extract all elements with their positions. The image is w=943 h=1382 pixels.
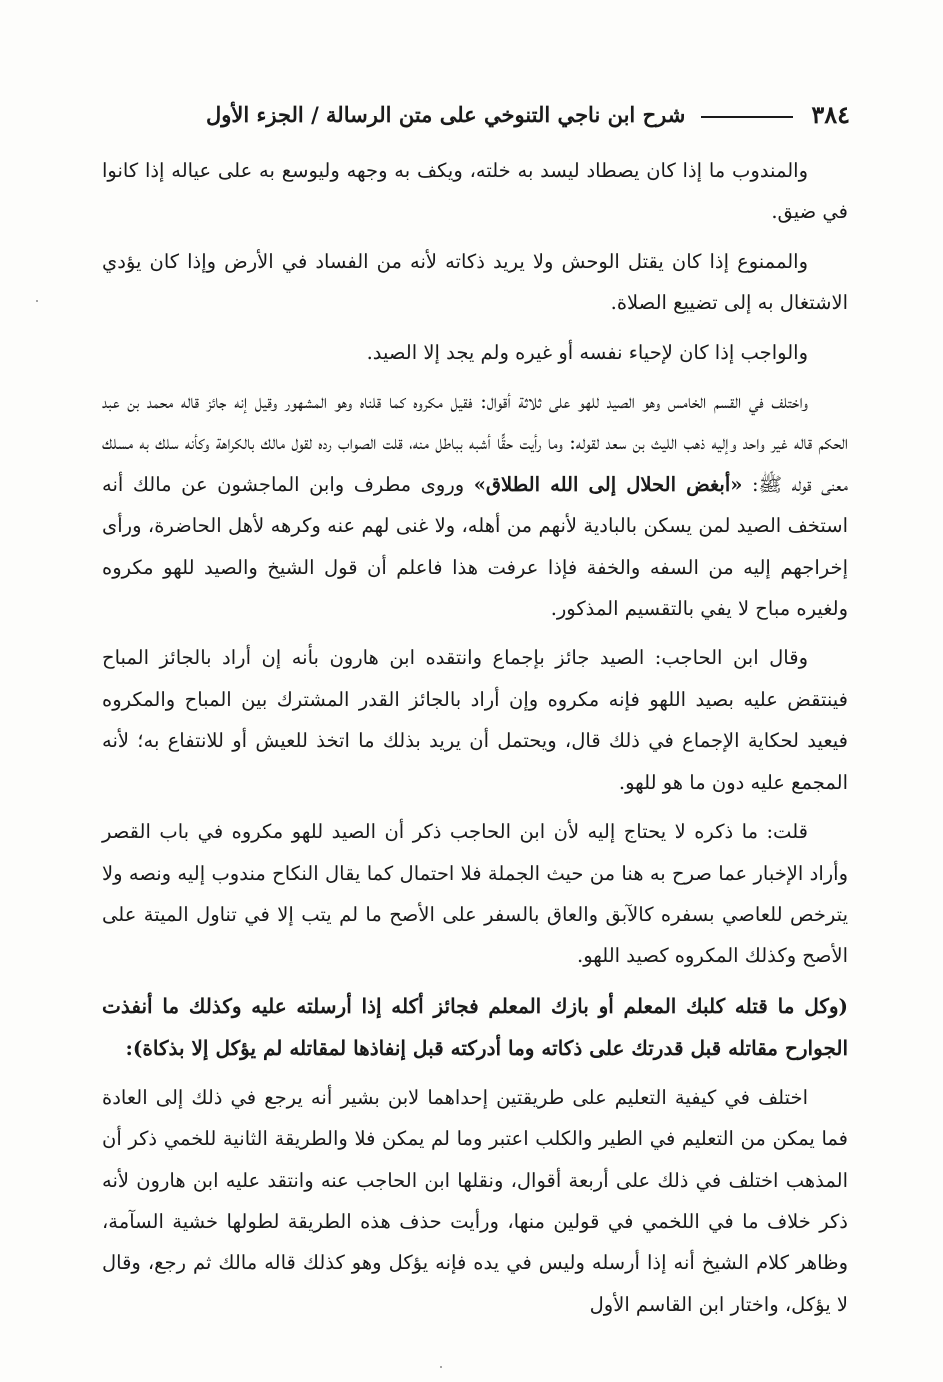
header-rule xyxy=(701,116,793,118)
matn-text: (وكل ما قتله كلبك المعلم أو بازك المعلم فجائز أكله إذا أرسلته عليه وكذلك ما أنفذت الجوارح مقاتله قبل قدرتك على ذكاته وما أدركته قبل إنفاذها لمقاتله لم يؤكل إلا بذكاة): xyxy=(102,993,848,1060)
hadith-quote: «أبغض الحلال إلى الله الطلاق» xyxy=(473,472,743,496)
paragraph-ibn-hajib: وقال ابن الحاجب: الصيد جائز بإجماع وانتقده ابن هارون بأنه إن أراد بالجائز المباح فينتقض عليه بصيد اللهو فإنه مكروه وإن أراد بالجائز القدر المشترك بين المباح والمكروه فيعيد لحكاية الإجماع في ذلك قال، ويحتمل أن يريد بذلك ما اتخذ للعيش أو للانتفاع به؛ لأنه المجمع عليه دون ما هو للهو. xyxy=(102,646,848,794)
paragraph-ikhtilaf-after: وروى مطرف وابن الماجشون عن مالك أنه استخف الصيد لمن يسكن بالبادية لأنهم من أهله، ولا غنى لهم عنه وكرهه لأهل الحاضرة، ورأى إخراجهم إليه من السفه والخفة فإذا عرفت هذا فاعلم أن قول الشيخ والصيد للهو مكروه ولغيره مباح لا يفي بالتقسيم المذكور. xyxy=(102,472,848,621)
page-body xyxy=(102,150,848,1325)
paragraph-ikhtilaf xyxy=(102,381,848,629)
scan-speck xyxy=(36,300,38,302)
paragraph-commentary: اختلف في كيفية التعليم على طريقتين إحداهما لابن بشير أنه يرجع في ذلك إلى العادة فما يمكن من التعليم في الطير والكلب اعتبر وما لم يمكن فلا والطريقة الثانية للخمي ذكر أن المذهب اختلف في ذلك على أربعة أقوال، ونقلها ابن الحاجب عنه وانتقد عليه ابن هارون لأنه ذكر خلاف ما في اللخمي في قولين منها، ورأيت حذف هذه الطريقة لطولها خشية السآمة، وظاهر كلام الشيخ أنه إذا أرسله وليس في يده فإنه يؤكل وهو كذلك قاله مالك ثم رجع، وقال لا يؤكل، واختار ابن القاسم الأول xyxy=(102,1085,848,1316)
paragraph-mandub: والمندوب ما إذا كان يصطاد ليسد به خلته، ويكف به وجهه وليوسع به على عياله إذا كانوا في ضيق. xyxy=(102,159,848,224)
paragraph-qultu: قلت: ما ذكره لا يحتاج إليه لأن ابن الحاجب ذكر أن الصيد للهو مكروه في باب القصر وأراد الإخبار عما صرح به هنا من حيث الجملة فلا احتمال كما يقال النكاح مندوب إليه ونصه ولا يترخص للعاصي بسفره كالآبق والعاق بالسفر على الأصح ما لم يتب إلا في تناول الميتة على الأصح وكذلك المكروه كصيد اللهو. xyxy=(102,820,848,968)
scan-speck xyxy=(440,1366,442,1368)
paragraph-ikhtilaf-before: واختلف في القسم الخامس وهو الصيد للهو على ثلاثة أقوال: فقيل مكروه كما قلناه وهو المشهور وقيل إنه جائز قاله محمد بن عبد الحكم قاله غير واحد وإليه ذهب الليث بن سعد لقوله: وما رأيت حقًّا أشبه بباطل منه، قلت الصواب رده لقول مالك بالكراهة وكأنه سلك به مسلك معنى قوله ﷺ: xyxy=(102,390,848,496)
page-header xyxy=(100,96,850,132)
paragraph-mamnu: والممنوع إذا كان يقتل الوحش ولا يريد ذكاته لأنه من الفساد في الأرض وإذا كان يؤدي الاشتغال به إلى تضييع الصلاة. xyxy=(102,249,848,315)
page-number: ٣٨٤ xyxy=(811,99,850,129)
running-title: شرح ابن ناجي التنوخي على متن الرسالة / الجزء الأول xyxy=(205,101,686,127)
paragraph-wajib: والواجب إذا كان لإحياء نفسه أو غيره ولم يجد إلا الصيد. xyxy=(366,340,808,364)
